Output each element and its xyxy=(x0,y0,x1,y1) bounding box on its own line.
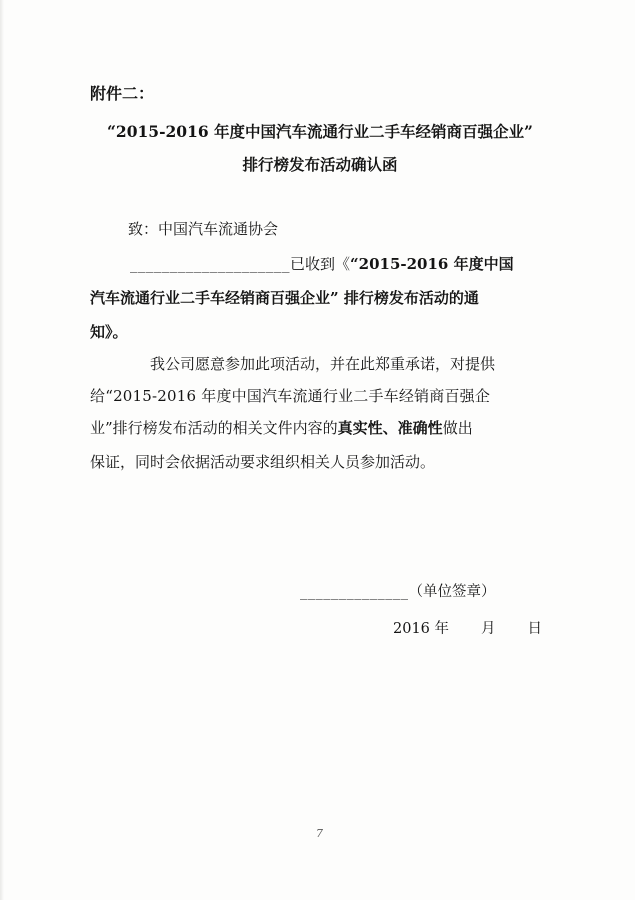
date-month: 月 xyxy=(481,621,496,637)
notice-title-part-1: “2015-2016 年度中国 xyxy=(350,255,514,273)
commitment-line-3-post: 做出 xyxy=(442,419,473,437)
commitment-line-3-pre: 业”排行榜发布活动的相关文件内容的 xyxy=(90,419,338,437)
company-name-blank: ____________________ xyxy=(130,255,290,273)
commitment-line-4: 保证，同时会依据活动要求组织相关人员参加活动。 xyxy=(90,453,436,471)
page-number: 7 xyxy=(316,827,323,840)
date-line xyxy=(393,617,542,641)
document-title-line-2: 排行榜发布活动确认函 xyxy=(242,155,398,174)
signature-label: （单位签章） xyxy=(408,584,496,600)
commitment-line-3 xyxy=(90,416,473,440)
recipient-line: 致：中国汽车流通协会 xyxy=(128,220,279,238)
signature-blank: ______________ xyxy=(300,584,409,600)
commitment-line-2: 给“2015-2016 年度中国汽车流通行业二手车经销商百强企 xyxy=(90,387,491,405)
scan-edge-shadow xyxy=(0,0,4,900)
date-day: 日 xyxy=(527,621,543,637)
date-year: 2016 年 xyxy=(393,621,450,637)
authenticity-accuracy-emphasis: 真实性、准确性 xyxy=(337,419,443,437)
notice-title-part-3: 知》。 xyxy=(90,323,128,341)
notice-title-part-2: 汽车流通行业二手车经销商百强企业” 排行榜发布活动的通 xyxy=(90,289,479,307)
receipt-line-1 xyxy=(130,252,514,276)
receipt-text: 已收到《 xyxy=(290,255,351,273)
commitment-line-1: 我公司愿意参加此项活动，并在此郑重承诺，对提供 xyxy=(150,355,496,373)
document-title-line-1: “2015-2016 年度中国汽车流通行业二手车经销商百强企业” xyxy=(107,122,533,141)
attachment-label: 附件二： xyxy=(90,84,155,103)
signature-line xyxy=(300,580,496,604)
